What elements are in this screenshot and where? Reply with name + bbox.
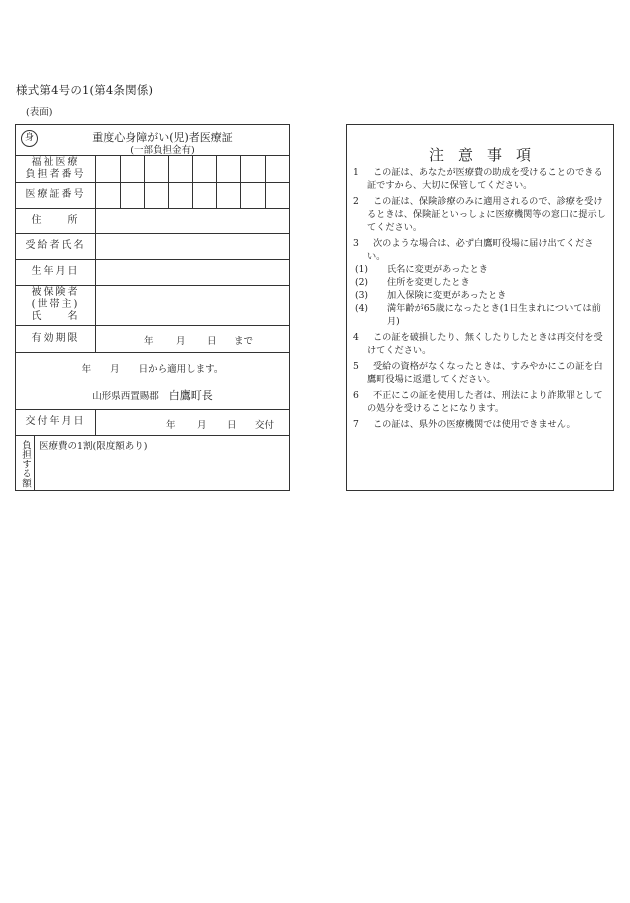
welfare-number-label-line2: 負担者番号 <box>25 168 86 180</box>
insured-label-line1: 被保険者 <box>31 287 80 298</box>
note-number: 4 <box>353 332 359 343</box>
note-text: この証は、保険診療のみに適用されるので、診療を受けるときは、保険証といっしょに医療機関等の窓口に提示してください。 <box>367 196 606 233</box>
note-item <box>353 195 608 234</box>
note-item <box>353 389 608 415</box>
label-column-divider <box>95 155 96 352</box>
issue-month: 月 <box>197 420 207 431</box>
insured-label-line2: (世帯主) <box>31 299 80 310</box>
validity-month: 月 <box>176 336 186 347</box>
apply-from-text: 年 月 日から適用します。 <box>81 364 224 375</box>
subitem-number: (4) <box>355 303 369 314</box>
certificate-number-label: 医療証番号 <box>25 189 86 200</box>
digit-box-divider <box>192 155 193 208</box>
welfare-number-label-line1: 福祉医療 <box>31 156 80 168</box>
notes-card <box>346 124 614 491</box>
note-item <box>353 166 608 192</box>
welfare-number-label <box>16 155 95 182</box>
disability-mark-icon: 身 <box>21 130 38 147</box>
subitem-text: 住所を変更したとき <box>387 277 470 288</box>
digit-box-divider <box>216 155 217 208</box>
digit-box-divider <box>265 155 266 208</box>
note-item <box>353 331 608 357</box>
subitem-text: 満年齢が65歳になったとき(1日生まれについては前月) <box>387 303 601 327</box>
issuer-prefix: 山形県西置賜郡 <box>92 391 159 402</box>
digit-box-divider <box>240 155 241 208</box>
note-number: 2 <box>353 196 359 207</box>
issue-suffix: 交付 <box>255 420 275 431</box>
issue-day: 日 <box>227 420 237 431</box>
note-number: 7 <box>353 419 359 430</box>
issue-year: 年 <box>166 420 176 431</box>
address-label: 住 所 <box>31 214 80 226</box>
copay-text: 医療費の1割(限度額あり) <box>39 441 148 452</box>
digit-box-divider <box>168 155 169 208</box>
subitem-number: (3) <box>355 290 369 301</box>
note-text: この証を破損したり、無くしたりしたときは再交付を受けてください。 <box>367 332 603 356</box>
note-subitem <box>353 302 608 328</box>
note-text: 不正にこの証を使用した者は、刑法により詐欺罪としての処分を受けることになります。 <box>367 390 603 414</box>
recipient-name-label: 受給者氏名 <box>25 240 86 251</box>
card-subtitle: (一部負担金有) <box>130 145 195 156</box>
validity-until: まで <box>234 336 254 347</box>
note-subitem <box>353 263 608 276</box>
row-divider <box>16 435 289 436</box>
digit-box-divider <box>120 155 121 208</box>
issuer <box>16 387 289 403</box>
insured-label-line3: 氏 名 <box>31 311 80 322</box>
copay-label: 負担する額 <box>20 439 31 488</box>
note-number: 3 <box>353 238 359 249</box>
insured-label <box>16 285 95 325</box>
birth-date-label: 生年月日 <box>31 266 80 277</box>
digit-box-divider <box>144 155 145 208</box>
form-title: 様式第4号の1(第4条関係) <box>16 83 154 97</box>
notes-list <box>353 166 608 434</box>
issuer-name: 白鷹町長 <box>168 389 213 402</box>
subitem-text: 加入保険に変更があったとき <box>387 290 507 301</box>
row-divider <box>16 352 289 353</box>
subitem-number: (2) <box>355 277 369 288</box>
card-title: 重度心身障がい(児)者医療証 <box>92 131 233 144</box>
note-number: 6 <box>353 390 359 401</box>
subitem-number: (1) <box>355 264 369 275</box>
note-text: この証は、あなたが医療費の助成を受けることのできる証ですから、大切に保管してください。 <box>367 167 603 191</box>
label-column-divider <box>95 409 96 435</box>
note-number: 5 <box>353 361 359 372</box>
validity-year: 年 <box>144 336 154 347</box>
note-text: 受給の資格がなくなったときは、すみやかにこの証を白鷹町役場に返還してください。 <box>367 361 603 385</box>
note-item <box>353 418 608 431</box>
subitem-text: 氏名に変更があったとき <box>387 264 488 275</box>
validity-label: 有効期限 <box>31 332 80 344</box>
label-column-divider <box>34 435 35 491</box>
medical-certificate-card <box>15 124 290 491</box>
note-text: 次のような場合は、必ず白鷹町役場に届け出てください。 <box>367 238 594 262</box>
issue-date-label: 交付年月日 <box>25 416 86 427</box>
notes-title: 注意事項 <box>428 146 545 164</box>
note-subitem <box>353 289 608 302</box>
note-subitem <box>353 276 608 289</box>
validity-day: 日 <box>207 336 217 347</box>
note-item <box>353 237 608 263</box>
side-label: (表面) <box>26 107 53 118</box>
note-item <box>353 360 608 386</box>
note-number: 1 <box>353 167 359 178</box>
note-text: この証は、県外の医療機関では使用できません。 <box>373 419 576 430</box>
